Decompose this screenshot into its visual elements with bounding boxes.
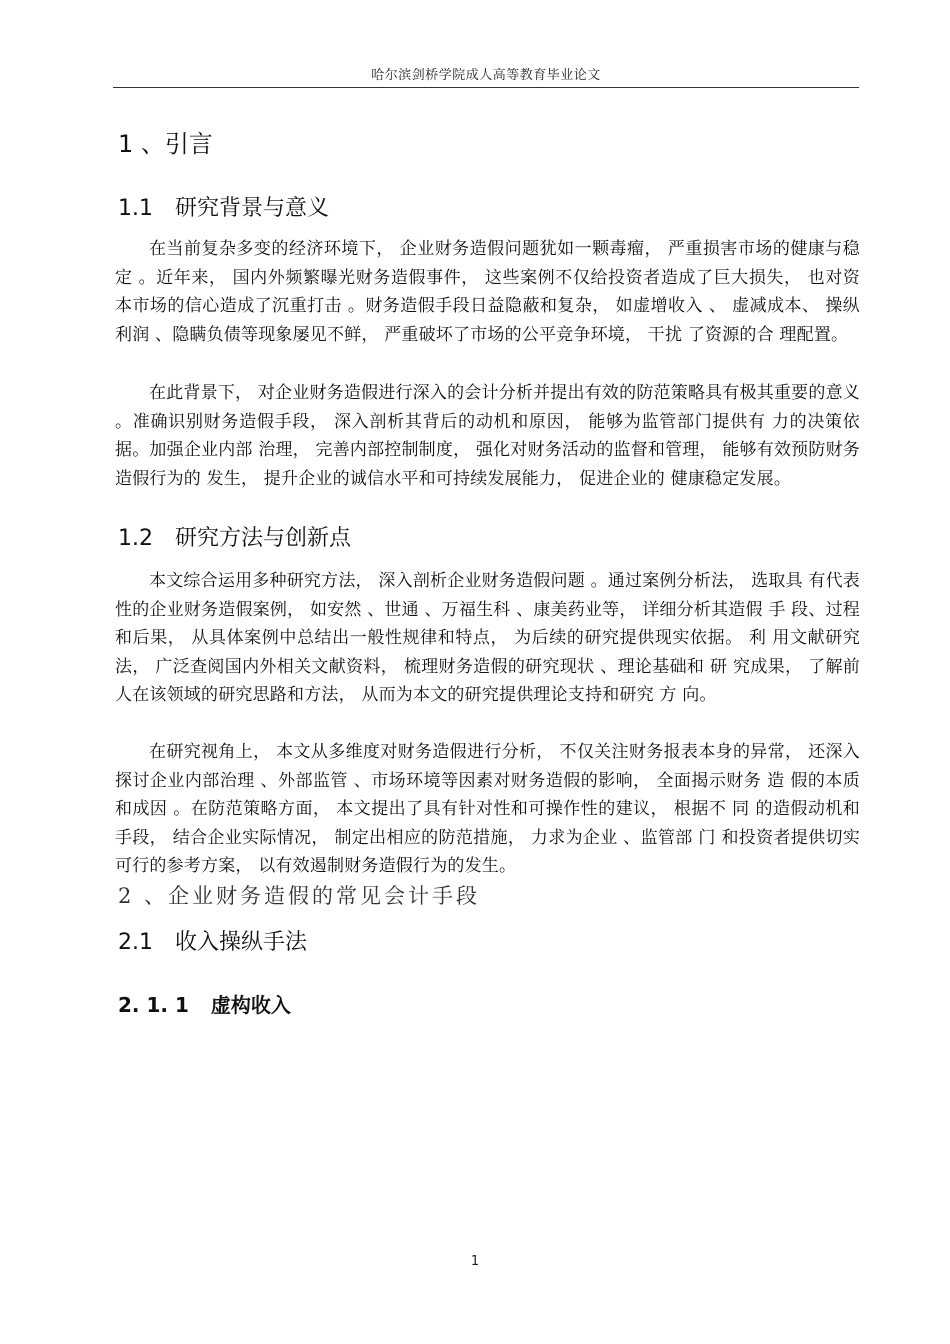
section-1-1-heading: [118, 191, 329, 222]
section-title: 收入操纵手法: [175, 930, 308, 955]
running-header: 哈尔滨剑桥学院成人高等教育毕业论文: [371, 68, 601, 83]
paragraph-1-1-a: 在当前复杂多变的经济环境下， 企业财务造假问题犹如一颗毒瘤， 严重损害市场的健康与稳定 。近年来， 国内外频繁曝光财务造假事件， 这些案例不仅给投资者造成了巨大损失， 也对资 本市场的信心造成了沉重打击 。财务造假手段日益隐蔽和复杂， 如虚增收入 、 虚减成本、 操纵利润 、隐瞒负债等现象屡见不鲜， 严重破坏了市场的公平竞争环境， 干扰 了资源的合 理配置。: [115, 239, 860, 345]
section-1-2-heading: [118, 521, 351, 552]
paragraph-1-2-b: 在研究视角上， 本文从多维度对财务造假进行分析， 不仅关注财务报表本身的异常， 还深入探讨企业内部治理 、外部监管 、市场环境等因素对财务造假的影响， 全面揭示财务 造 假的本质和成因 。在防范策略方面， 本文提出了具有针对性和可操作性的建议， 根据不 同 的造假动机和手段， 结合企业实际情况， 制定出相应的防范措施， 力求为企业 、监管部 门 和投资者提供切实可行的参考方案， 以有效遏制财务造假行为的发生。: [115, 742, 860, 876]
header-rule: [113, 87, 859, 88]
section-number: 2.1: [118, 930, 153, 955]
section-number: 2. 1. 1: [118, 993, 189, 1017]
section-2-1-1-heading: [118, 989, 291, 1018]
paragraph-1-1-b: 在此背景下， 对企业财务造假进行深入的会计分析并提出有效的防范策略具有极其重要的意义 。准确识别财务造假手段， 深入剖析其背后的动机和原因， 能够为监管部门提供有 力的决策依据。加强企业内部 治理， 完善内部控制制度， 强化对财务活动的监督和管理， 能够有效预防财务造假行为的 发生， 提升企业的诚信水平和可持续发展能力， 促进企业的 健康稳定发展。: [115, 383, 860, 489]
page-number: 1: [470, 1254, 480, 1269]
section-2-heading: 2 、企业财务造假的常见会计手段: [118, 884, 481, 908]
section-title: 研究方法与创新点: [175, 526, 352, 551]
section-number: 1.1: [118, 196, 153, 221]
section-1-heading: 1 、引言: [118, 130, 213, 158]
section-number: 1.2: [118, 526, 153, 551]
section-2-1-heading: [118, 925, 307, 956]
section-title: 研究背景与意义: [175, 196, 330, 221]
section-title: 虚构收入: [210, 993, 291, 1017]
paragraph-1-2-a: 本文综合运用多种研究方法， 深入剖析企业财务造假问题 。通过案例分析法， 选取具 有代表性的企业财务造假案例， 如安然 、世通 、万福生科 、康美药业等， 详细分析其造假 手 段、过程和后果， 从具体案例中总结出一般性规律和特点， 为后续的研究提供现实依据。 利 用文献研究法， 广泛查阅国内外相关文献资料， 梳理财务造假的研究现状 、理论基础和 研 究成果， 了解前人在该领域的研究思路和方法， 从而为本文的研究提供理论支持和研究 方 向。: [115, 571, 860, 705]
